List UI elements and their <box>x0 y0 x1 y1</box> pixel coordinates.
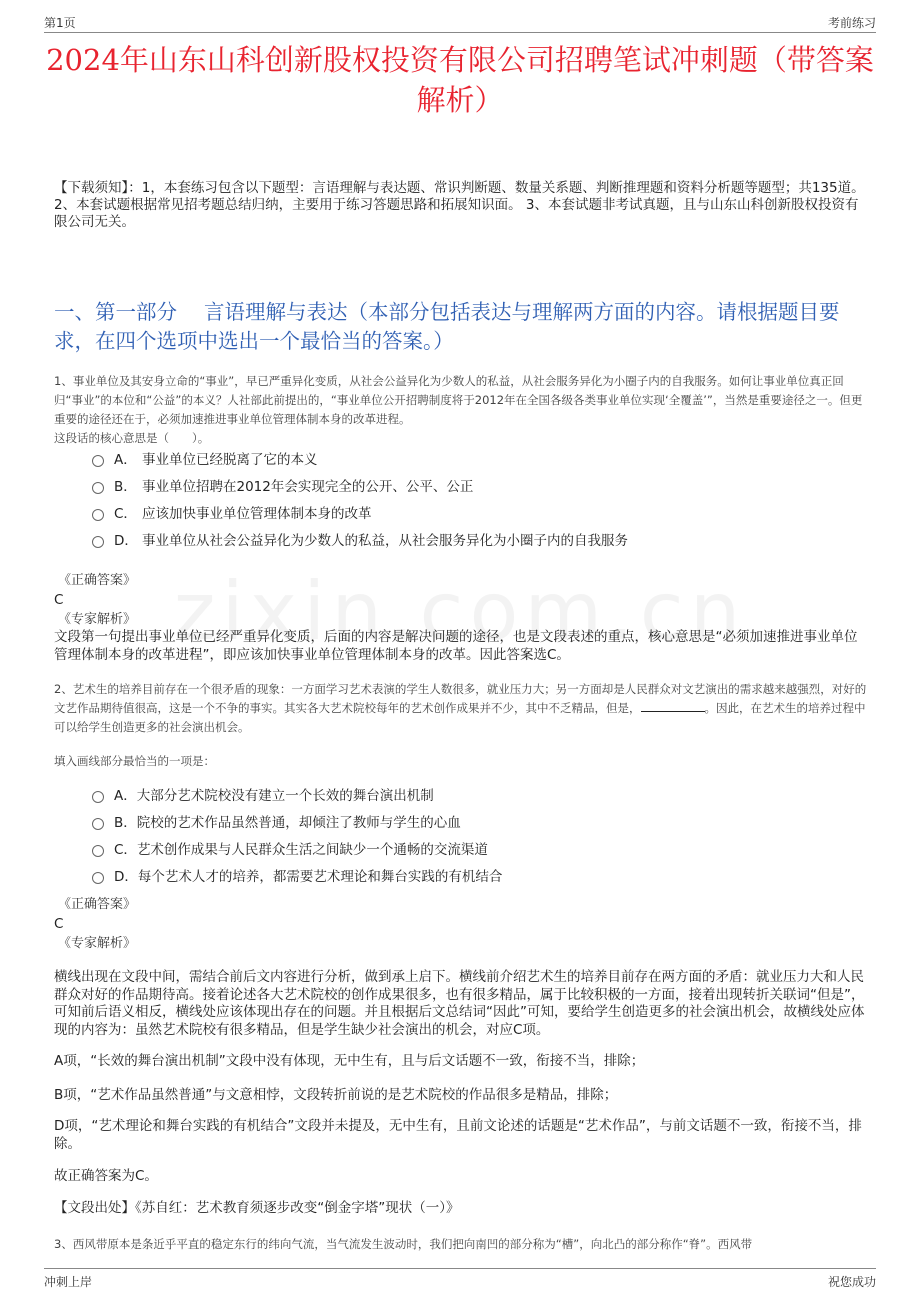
source-citation: 【文段出处】《苏自红：艺术教育须逐步改变“倒金字塔”现状（一）》 <box>54 1200 460 1216</box>
section-heading: 一、第一部分 言语理解与表达（本部分包括表达与理解两方面的内容。请根据题目要求，在四个选项中选出一个最恰当的答案。） <box>54 300 840 353</box>
option-a[interactable]: A．大部分艺术院校没有建立一个长效的舞台演出机制 <box>92 783 868 810</box>
question-2-prompt: 填入画线部分最恰当的一项是： <box>54 754 215 768</box>
correct-answer: C <box>54 592 64 608</box>
radio-icon[interactable] <box>92 536 104 548</box>
radio-icon[interactable] <box>92 845 104 857</box>
analysis-label: 《专家解析》 <box>58 936 137 951</box>
option-d[interactable]: D．每个艺术人才的培养，都需要艺术理论和舞台实践的有机结合 <box>92 864 868 891</box>
footer-right: 祝您成功 <box>827 1275 876 1289</box>
conclusion-text: 故正确答案为C。 <box>54 1168 158 1184</box>
correct-answer-label: 《正确答案》 <box>58 573 137 588</box>
option-d[interactable]: D． 事业单位从社会公益异化为少数人的私益，从社会服务异化为小圈子内的自我服务 <box>92 528 868 555</box>
option-b[interactable]: B． 事业单位招聘在2012年会实现完全的公开、公平、公正 <box>92 474 868 501</box>
page-footer <box>44 1268 876 1291</box>
question-3-stem: 3、西风带原本是条近乎平直的稳定东行的纬向气流，当气流发生波动时，我们把向南凹的部分称为“槽”，向北凸的部分称作“脊”。西风带 <box>54 1237 753 1251</box>
radio-icon[interactable] <box>92 872 104 884</box>
document-title: 2024年山东山科创新股权投资有限公司招聘笔试冲刺题（带答案解析） <box>46 43 874 117</box>
correct-answer-label: 《正确答案》 <box>58 897 137 912</box>
question-1-stem: 1、事业单位及其安身立命的“事业”，早已严重异化变质，从社会公益异化为少数人的私益，从社会服务异化为小圈子内的自我服务。如何让事业单位真正回归“事业”的本位和“公益”的本义？人社部此前提出的，“事业单位公开招聘制度将于2012年在全国各级各类事业单位实现‘全覆盖’”，当然是重要途径之一。但更重要的途径还在于，必须加速推进事业单位管理体制本身的改革进程。 <box>54 374 863 426</box>
radio-icon[interactable] <box>92 455 104 467</box>
option-c[interactable]: C． 应该加快事业单位管理体制本身的改革 <box>92 501 868 528</box>
option-b[interactable]: B．院校的艺术作品虽然普通，却倾注了教师与学生的心血 <box>92 810 868 837</box>
option-c[interactable]: C．艺术创作成果与人民群众生活之间缺少一个通畅的交流渠道 <box>92 837 868 864</box>
analysis-text: 横线出现在文段中间，需结合前后文内容进行分析，做到承上启下。横线前介绍艺术生的培养目前存在两方面的矛盾：就业压力大和人民群众对好的作品期待高。接着论述各大艺术院校的创作成果很多，也有很多精品，属于比较积极的一方面，接着出现转折关联词“但是”，可知前后语义相反，横线处应该体现出存在的问题。并且根据后文总结词“因此”可知，要给学生创造更多的社会演出机会，故横线处应体现的内容为：虽然艺术院校有很多精品，但是学生缺少社会演出的机会，对应C项。 <box>54 969 865 1038</box>
page-number: 第1页 <box>44 16 76 30</box>
radio-icon[interactable] <box>92 791 104 803</box>
analysis-option-d: D项，“艺术理论和舞台实践的有机结合”文段并未提及，无中生有，且前文论述的话题是“艺术作品”，与前文话题不一致，衔接不当，排除。 <box>54 1118 862 1152</box>
option-a[interactable]: A． 事业单位已经脱离了它的本义 <box>92 447 868 474</box>
radio-icon[interactable] <box>92 482 104 494</box>
question-1-options <box>92 447 868 555</box>
download-notice: 【下载须知】：1，本套练习包含以下题型：言语理解与表达题、常识判断题、数量关系题、判断推理题和资料分析题等题型；共135道。 2、本套试题根据常见招考题总结归纳，主要用于练习答题思路和拓展知识面。 3、本套试题非考试真题，且与山东山科创新股权投资有限公司无关。 <box>54 180 865 230</box>
answer-blank <box>641 699 705 712</box>
header-tag: 考前练习 <box>827 16 876 30</box>
analysis-text: 文段第一句提出事业单位已经严重异化变质，后面的内容是解决问题的途径，也是文段表述的重点，核心意思是“必须加速推进事业单位管理体制本身的改革进程”，即应该加快事业单位管理体制本身的改革。因此答案选C。 <box>54 629 858 663</box>
question-2-stem: 2、艺术生的培养目前存在一个很矛盾的现象：一方面学习艺术表演的学生人数很多，就业压力大；另一方面却是人民群众对文艺演出的需求越来越强烈，对好的文艺作品期待值很高，这是一个不争的事实。其实各大艺术院校每年的艺术创作成果并不少，其中不乏精品，但是， 。因此，在艺术生的培养过程中可以给学生创造更多的社会演出机会。 <box>54 682 867 734</box>
analysis-option-a: A项，“长效的舞台演出机制”文段中没有体现，无中生有，且与后文话题不一致，衔接不当，排除； <box>54 1053 645 1069</box>
footer-left: 冲刺上岸 <box>44 1275 93 1289</box>
page-header <box>44 12 876 33</box>
radio-icon[interactable] <box>92 818 104 830</box>
question-2-options <box>92 783 868 891</box>
correct-answer: C <box>54 916 64 932</box>
radio-icon[interactable] <box>92 509 104 521</box>
analysis-label: 《专家解析》 <box>58 612 137 627</box>
analysis-option-b: B项，“艺术作品虽然普通”与文意相悖，文段转折前说的是艺术院校的作品很多是精品，排除； <box>54 1087 618 1103</box>
question-1-prompt: 这段话的核心意思是（ ）。 <box>54 431 210 445</box>
